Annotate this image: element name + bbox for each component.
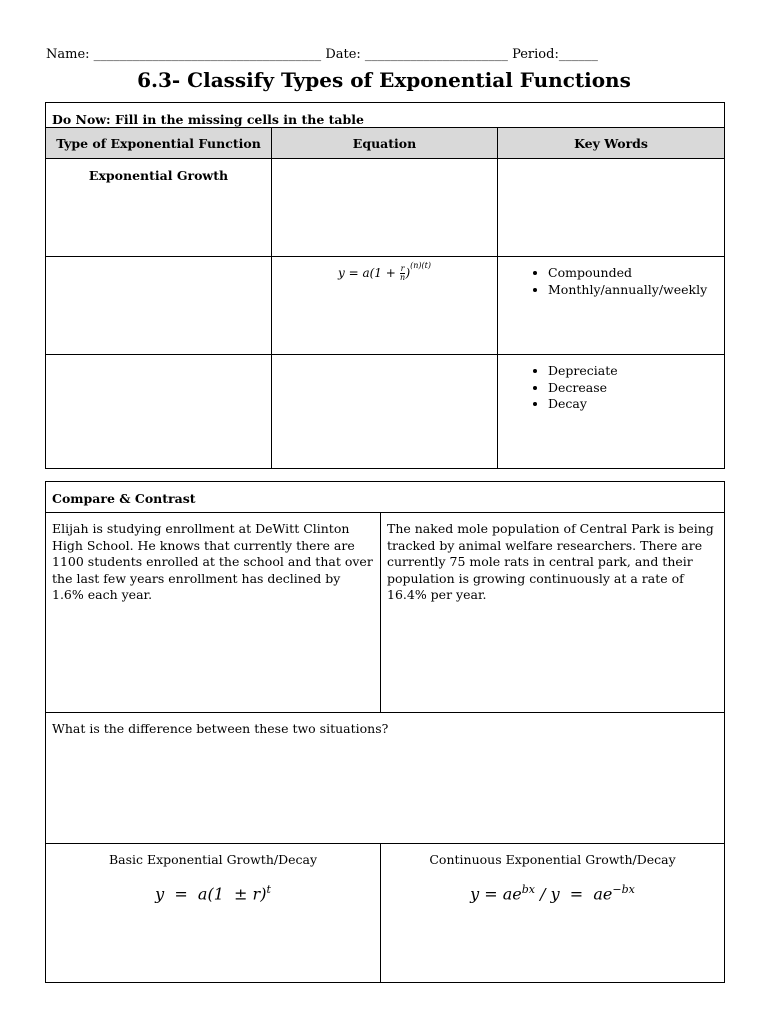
list-item: • Compounded xyxy=(548,265,724,282)
scenario-left-text: Elijah is studying enrollment at DeWitt Clinton High School. He knows that currently there are 1100 students enrolled at the school and that over the last few years enrollment has declined by 1.6% each year. xyxy=(52,521,373,602)
column-header-equation: Equation xyxy=(272,128,498,159)
basic-formula-cell xyxy=(46,844,381,983)
column-header-type: Type of Exponential Function xyxy=(46,128,272,159)
type-label: Exponential Growth xyxy=(88,168,229,183)
student-info-line xyxy=(46,47,598,62)
difference-question: What is the difference between these two situations? xyxy=(52,721,389,736)
page-title: 6.3- Classify Types of Exponential Functions xyxy=(137,68,631,92)
keywords-cell[interactable] xyxy=(498,257,725,355)
scenario-left xyxy=(46,513,381,713)
do-now-instruction: Do Now: Fill in the missing cells in the table xyxy=(46,103,725,128)
date-field[interactable]: Date: ______________________ xyxy=(325,47,508,62)
keywords-cell[interactable] xyxy=(498,355,725,469)
list-item: • Depreciate xyxy=(548,363,724,380)
type-cell[interactable] xyxy=(46,257,272,355)
continuous-formula-label: Continuous Exponential Growth/Decay xyxy=(429,852,676,867)
compound-interest-formula: y = a(1 + $\frac{r}{n}$ )$^{(n)(t)}$ xyxy=(338,261,431,282)
list-item: • Decay xyxy=(548,396,724,413)
compare-heading: Compare & Contrast xyxy=(46,482,725,513)
equation-cell[interactable] xyxy=(272,355,498,469)
keywords-cell[interactable] xyxy=(498,159,725,257)
type-cell[interactable] xyxy=(46,355,272,469)
column-header-keywords: Key Words xyxy=(498,128,725,159)
table-row xyxy=(46,355,725,469)
do-now-table xyxy=(45,102,725,469)
scenario-right xyxy=(381,513,725,713)
basic-formula-label: Basic Exponential Growth/Decay xyxy=(108,852,318,867)
table-row xyxy=(46,257,725,355)
period-field[interactable]: Period:______ xyxy=(512,47,598,62)
table-row xyxy=(46,159,725,257)
list-item: • Decrease xyxy=(548,380,724,397)
continuous-formula: $y = ae^{bx} / y = ae^{-bx}$ xyxy=(470,883,635,904)
equation-cell[interactable] xyxy=(272,159,498,257)
type-cell[interactable] xyxy=(46,159,272,257)
equation-cell[interactable] xyxy=(272,257,498,355)
list-item: • Monthly/annually/weekly xyxy=(548,282,724,299)
name-field[interactable]: Name: ___________________________________ xyxy=(46,47,322,62)
continuous-formula-cell xyxy=(381,844,725,983)
difference-answer-box[interactable] xyxy=(46,713,725,844)
compare-contrast-table xyxy=(45,481,725,983)
scenario-right-text: The naked mole population of Central Park is being tracked by animal welfare researchers. There are currently 75 mole rats in central park, and their population is growing continuously at a rate of 16.4% per year. xyxy=(387,521,714,602)
basic-formula: $y = a(1 \pm r)^t$ xyxy=(155,883,271,904)
